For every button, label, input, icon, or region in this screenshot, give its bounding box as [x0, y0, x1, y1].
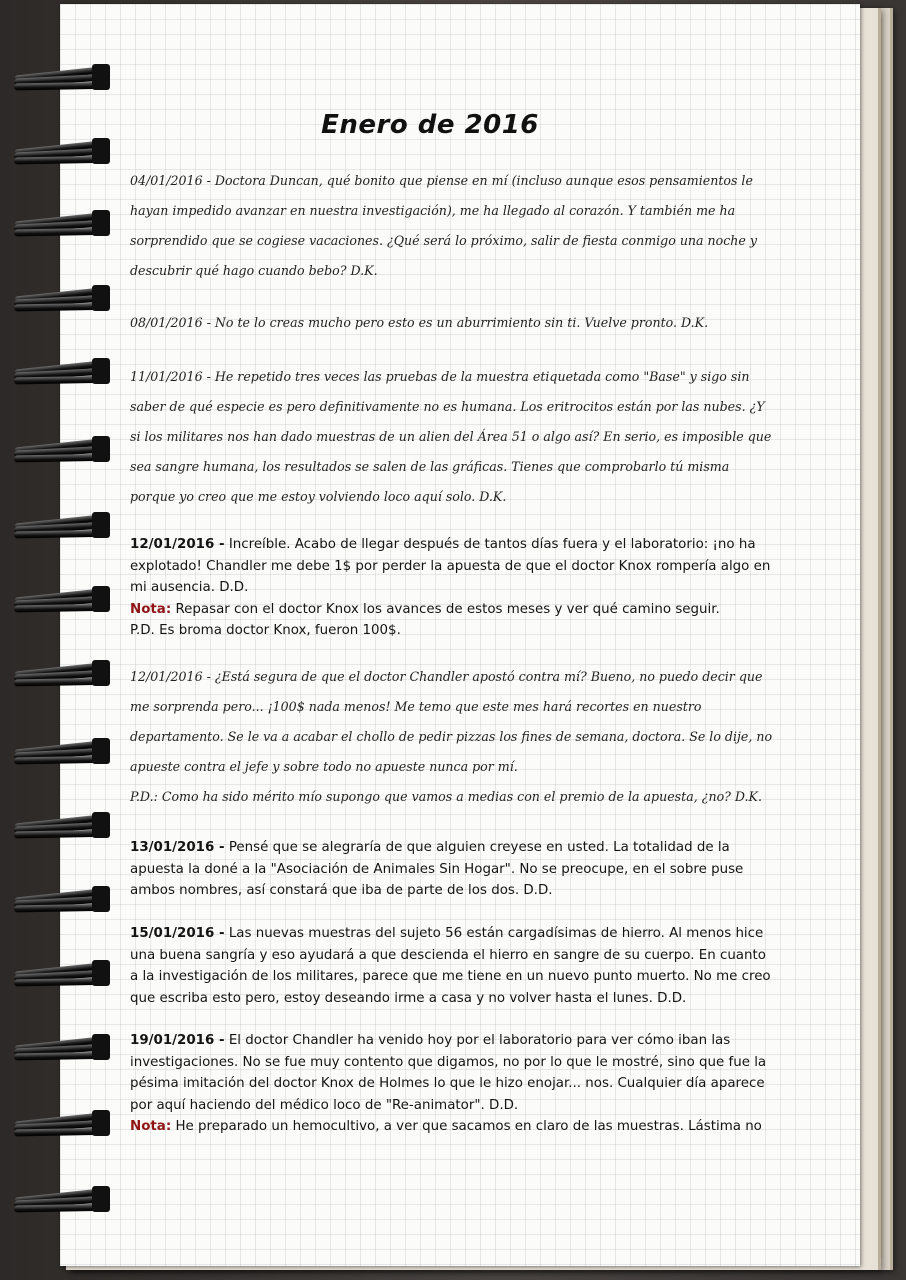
entry-date: 15/01/2016 - [130, 926, 225, 941]
spiral-ring [14, 1034, 108, 1060]
spiral-ring [14, 436, 108, 462]
note-text: He preparado un hemocultivo, a ver que sacamos en claro de las muestras. Lástima no [175, 1119, 762, 1134]
spiral-ring [14, 886, 108, 912]
spiral-ring [14, 358, 108, 384]
journal-entry [130, 837, 776, 902]
spiral-ring [14, 1110, 108, 1136]
spiral-ring [14, 285, 108, 311]
entry-text: - He repetido tres veces las pruebas de la muestra etiquetada como "Base" y sigo sin saber de qué especie es pero definitivamente no es humana. Los eritrocitos están por las nubes. ¿Y si los militares nos han dado muestras de un alien del Área 51 o algo así? En serio, es imposible que sea sangre humana, los resultados se salen de las gráficas. Tienes que comprobarlo tú misma porque yo creo que me estoy volviendo loco aquí solo. D.K. [130, 369, 772, 504]
note-text: Repasar con el doctor Knox los avances de estos meses y ver qué camino seguir. [175, 601, 720, 617]
spiral-binding [0, 0, 120, 1280]
entry-date: 13/01/2016 - [130, 840, 225, 855]
spiral-ring [14, 812, 108, 838]
entry-text: Pensé que se alegraría de que alguien creyese en usted. La totalidad de la apuesta la doné a la "Asociación de Animales Sin Hogar". No se preocupe, en el sobre puse ambos nombres, así constará que iba de parte de los dos. D.D. [130, 840, 744, 898]
note-label: Nota: [130, 1119, 172, 1134]
entry-text: Las nuevas muestras del sujeto 56 están cargadísimas de hierro. Al menos hice una buena sangría y eso ayudará a que descienda el hierro en sangre de su cuerpo. En cuanto a la investigación de los militares, parece que me tiene en un nuevo punto muerto. No me creo que escriba esto pero, estoy deseando irme a casa y no volver hasta el lunes. D.D. [130, 926, 771, 1006]
page-content [60, 0, 860, 1262]
spiral-ring [14, 960, 108, 986]
spiral-ring [14, 210, 108, 236]
journal-entry [130, 362, 776, 512]
entry-date: 19/01/2016 - [130, 1033, 225, 1048]
entry-date: 12/01/2016 [130, 669, 203, 684]
entry-text: - No te lo creas mucho pero esto es un aburrimiento sin ti. Vuelve pronto. D.K. [206, 315, 709, 330]
entry-date: 12/01/2016 - [130, 537, 225, 552]
spiral-ring [14, 138, 108, 164]
entry-text: - ¿Está segura de que el doctor Chandler apostó contra mí? Bueno, no puedo decir que me sorprenda pero... ¡100$ nada menos! Me temo que este mes hará recortes en nuestro departamento. Se le va a acabar el chollo de pedir pizzas los fines de semana, doctora. Se lo dije, no apueste contra el jefe y sobre todo no apueste nunca por mí. [130, 669, 773, 774]
spiral-ring [14, 738, 108, 764]
journal-entry [130, 923, 776, 1009]
journal-entry [130, 308, 776, 338]
journal-entry [130, 166, 776, 286]
entry-date: 08/01/2016 [130, 315, 203, 330]
entry-text: - Doctora Duncan, qué bonito que piense en mí (incluso aunque esos pensamientos le hayan impedido avanzar en nuestra investigación), me ha llegado al corazón. Y también me ha sorprendido que se cogiese vacaciones. ¿Qué será lo próximo, salir de fiesta conmigo una noche y descubrir qué hago cuando bebo? D.K. [130, 173, 757, 278]
spiral-ring [14, 1186, 108, 1212]
postscript: P.D. Es broma doctor Knox, fueron 100$. [130, 623, 401, 638]
spiral-ring [14, 586, 108, 612]
entry-text: Increíble. Acabo de llegar después de tantos días fuera y el laboratorio: ¡no ha explotado! Chandler me debe 1$ por perder la apuesta de que el doctor Knox rompería algo en mi ausencia. D.D. [130, 537, 771, 595]
page-title: Enero de 2016 [321, 110, 539, 140]
postscript: P.D.: Como ha sido mérito mío supongo que vamos a medias con el premio de la apuesta, ¿no? D.K. [130, 789, 762, 804]
note-label: Nota: [130, 601, 172, 617]
journal-entry [130, 662, 776, 812]
journal-entry [130, 1030, 776, 1138]
spiral-ring [14, 64, 108, 90]
spiral-ring [14, 660, 108, 686]
entry-text: El doctor Chandler ha venido hoy por el laboratorio para ver cómo iban las investigaciones. No se fue muy contento que digamos, no por lo que le mostré, sino que fue la pésima imitación del doctor Knox de Holmes lo que le hizo enojar... nos. Cualquier día aparece por aquí haciendo del médico loco de "Re-animator". D.D. [130, 1033, 767, 1113]
spiral-ring [14, 512, 108, 538]
entry-date: 04/01/2016 [130, 173, 203, 188]
entry-date: 11/01/2016 [130, 369, 203, 384]
journal-entry [130, 534, 776, 642]
